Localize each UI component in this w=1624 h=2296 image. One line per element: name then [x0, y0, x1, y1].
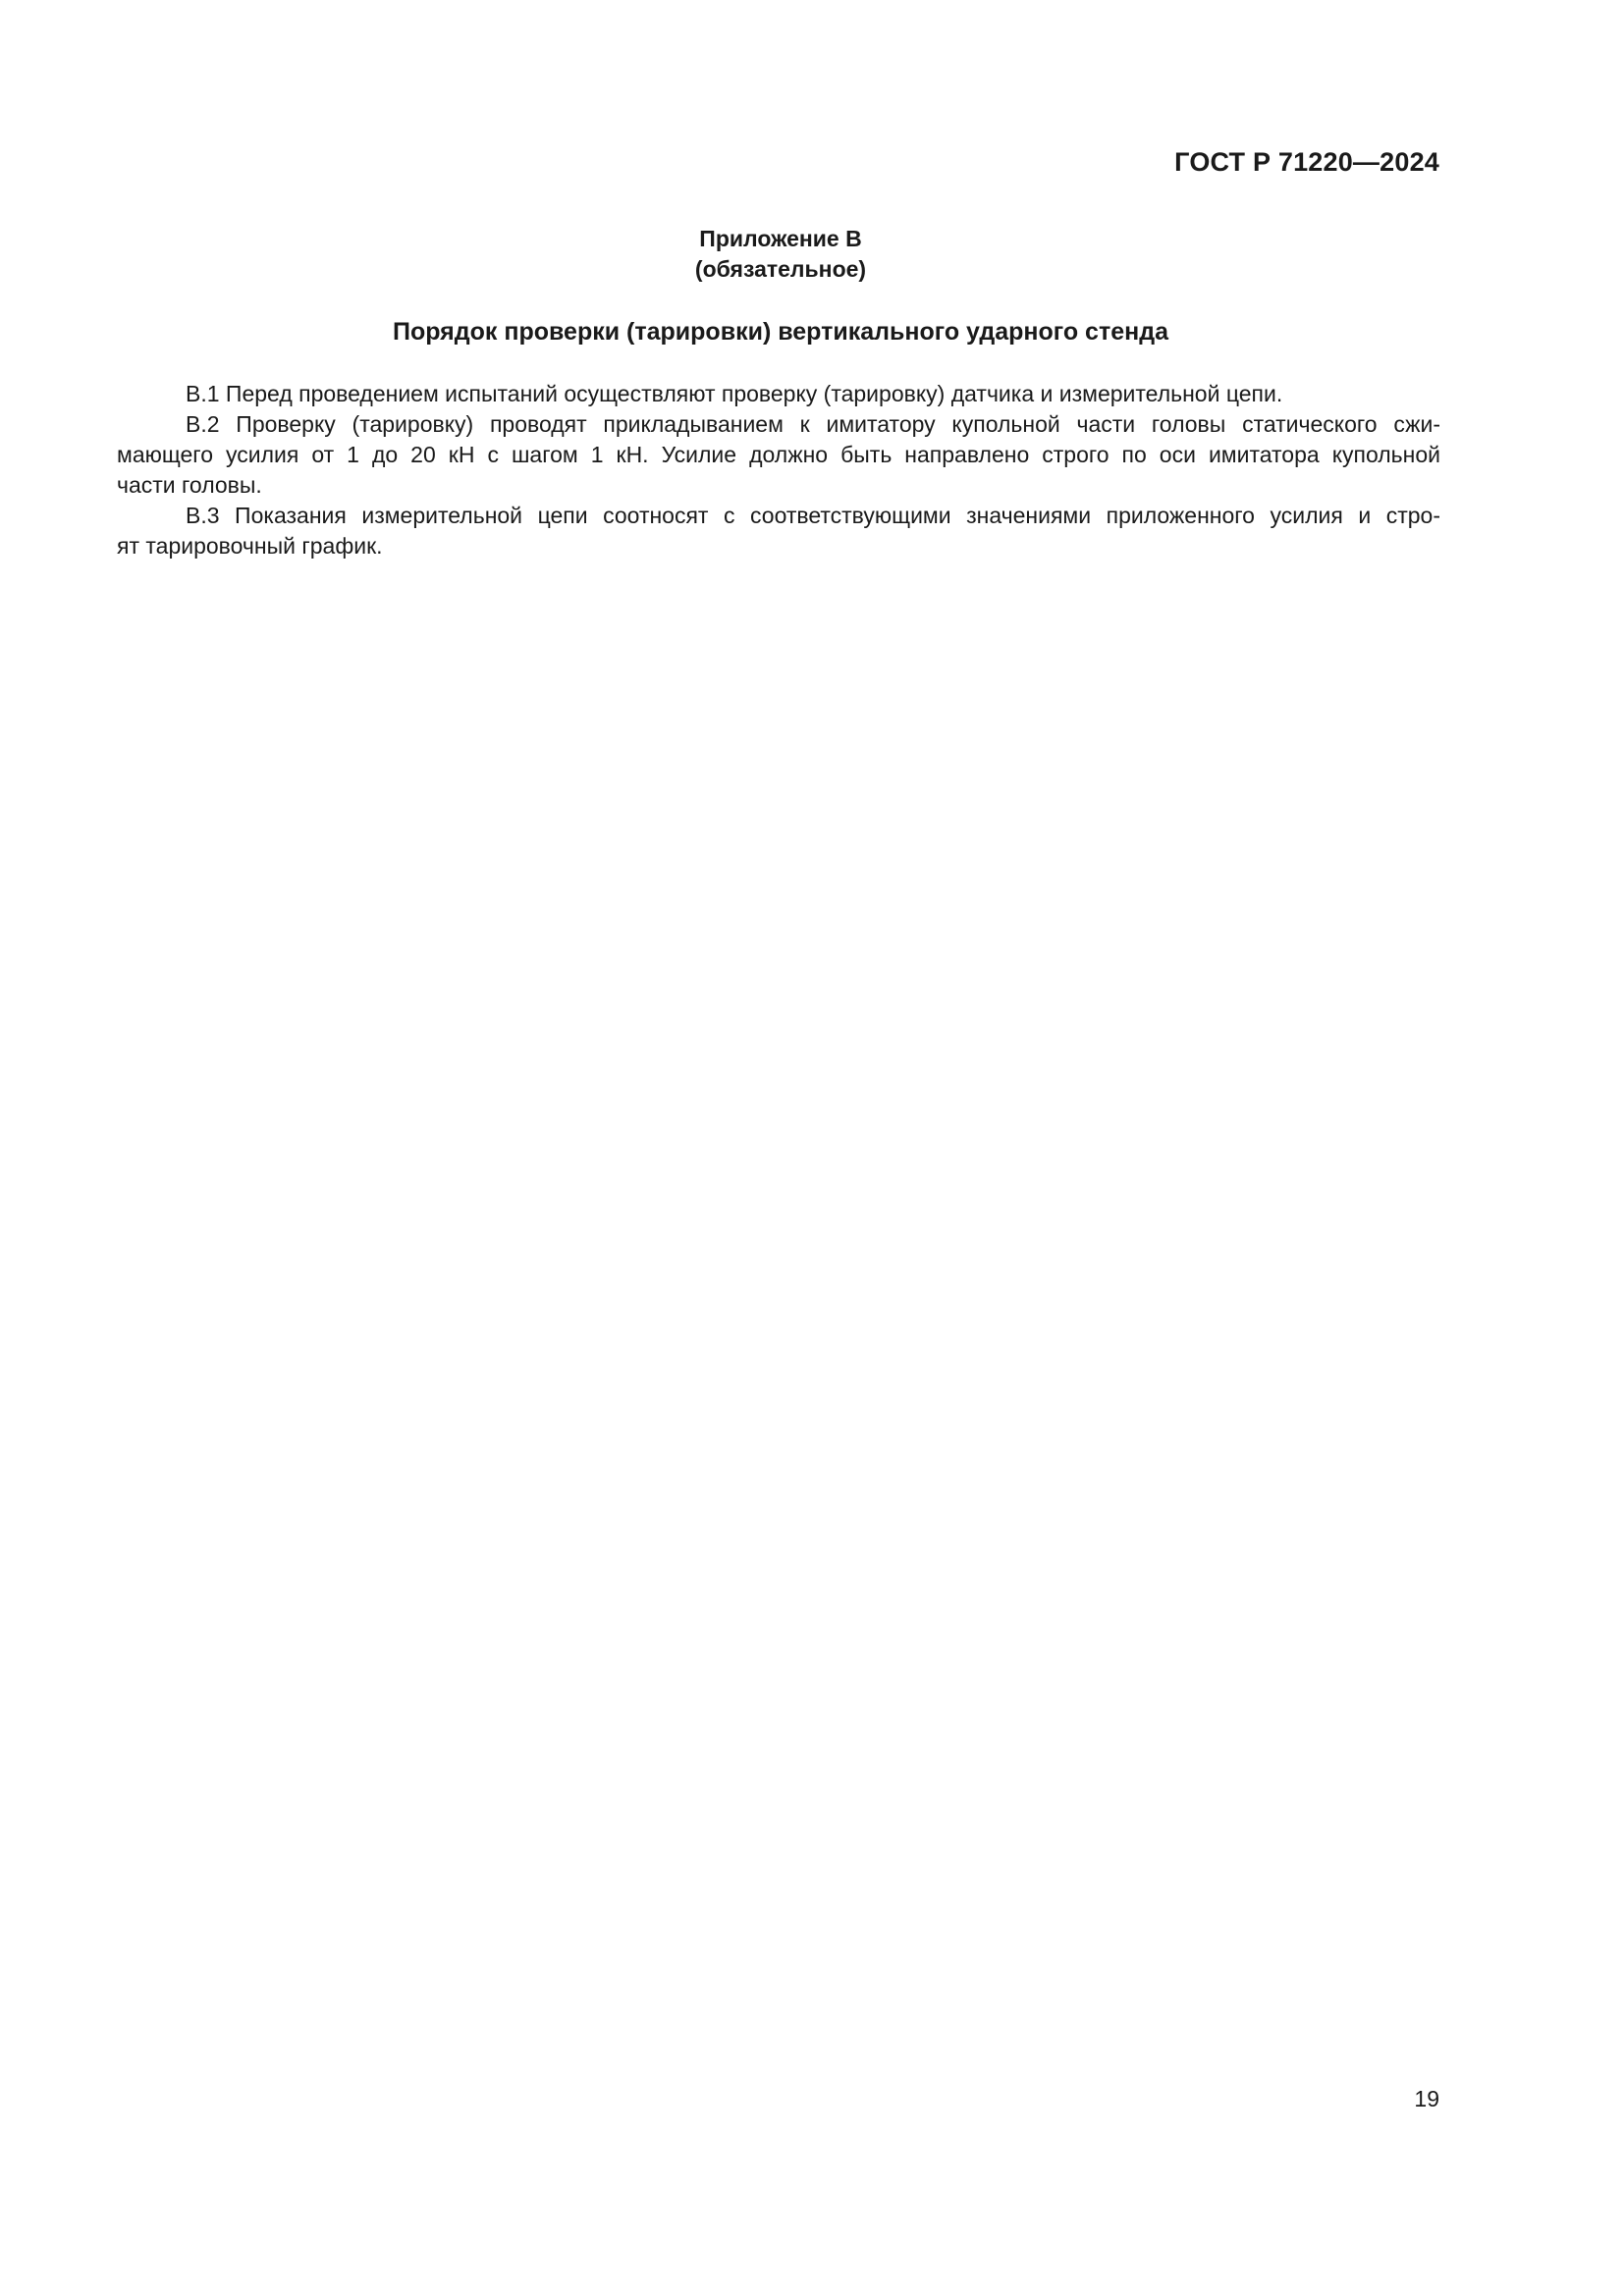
paragraph-line: В.2 Проверку (тарировку) проводят прикладыванием к имитатору купольной части головы статического сжи- — [186, 411, 1440, 437]
page-number: 19 — [1414, 2086, 1439, 2111]
body-text — [117, 379, 1440, 561]
paragraph-b3 — [117, 501, 1440, 561]
appendix-title: Приложение В — [699, 226, 862, 251]
paragraph-b2 — [117, 409, 1440, 501]
paragraph-line: В.1 Перед проведением испытаний осуществляют проверку (тарировку) датчика и измерительной цепи. — [186, 381, 1283, 406]
section-title: Порядок проверки (тарировки) вертикального ударного стенда — [393, 318, 1168, 346]
paragraph-line: части головы. — [117, 472, 262, 498]
document-code: ГОСТ Р 71220—2024 — [1174, 147, 1439, 177]
paragraph-b1 — [117, 379, 1440, 409]
paragraph-line: ят тарировочный график. — [117, 533, 383, 559]
appendix-heading — [0, 224, 1561, 285]
appendix-status: (обязательное) — [694, 256, 867, 282]
paragraph-line: мающего усилия от 1 до 20 кН с шагом 1 кН. Усилие должно быть направлено строго по оси имитатора купольной — [117, 442, 1440, 467]
paragraph-line: В.3 Показания измерительной цепи соотносят с соответствующими значениями приложенного усилия и стро- — [186, 503, 1440, 528]
